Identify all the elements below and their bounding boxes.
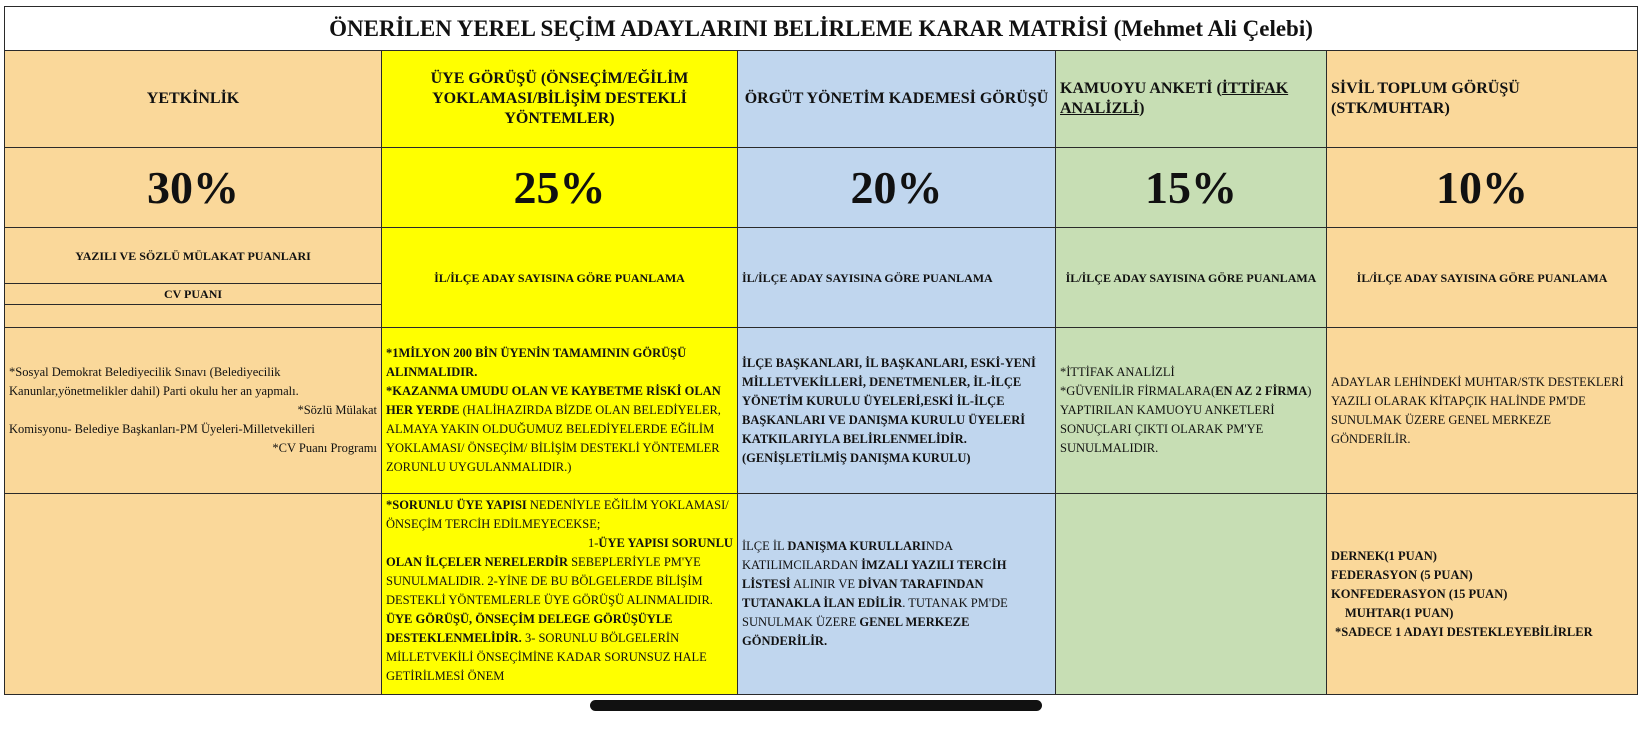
details-kamuoyu-empty xyxy=(1056,494,1327,695)
details-uye-gorusu: *SORUNLU ÜYE YAPISI NEDENİYLE EĞİLİM YOKLAMASI/ÖNSEÇİM TERCİH EDİLMEYECEKSE; 1-ÜYE YAPISI SORUNLU OLAN İLÇELER NERELERDİR SEBEPLERİYLE PM'YE SUNULMALIDIR. 2-YİNE DE BU BÖLGELERDE BİLİŞİM DESTEKLİ YÖNTEMLERLE ÜYE GÖRÜŞÜ ALINMALIDIR. ÜYE GÖRÜŞÜ, ÖNSEÇİM DELEGE GÖRÜŞÜYLE DESTEKLENMELİDİR. 3- SORUNLU BÖLGELERİN MİLLETVEKİLİ ÖNSEÇİMİNE KADAR SORUNSUZ HALE GETİRİLMESİ ÖNEM xyxy=(382,494,738,695)
scoring-written-oral: YAZILI VE SÖZLÜ MÜLAKAT PUANLARI xyxy=(5,228,382,284)
decision-matrix-table xyxy=(4,6,1638,695)
header-row xyxy=(5,51,1638,148)
details-sivil-toplum: DERNEK(1 PUAN) FEDERASYON (5 PUAN) KONFEDERASYON (15 PUAN) MUHTAR(1 PUAN) *SADECE 1 ADAYI DESTEKLEYEBİLİRLER xyxy=(1327,494,1638,695)
percent-row xyxy=(5,148,1638,228)
criteria-kamuoyu-anketi: *İTTİFAK ANALİZLİ *GÜVENİLİR FİRMALARA(EN AZ 2 FİRMA) YAPTIRILAN KAMUOYU ANKETLERİ SONUÇLARI ÇIKTI OLARAK PM'YE SUNULMALIDIR. xyxy=(1056,328,1327,494)
percent-sivil-toplum: 10% xyxy=(1327,148,1638,228)
header-kamuoyu-anketi: KAMUOYU ANKETİ (İTTİFAK ANALİZLİ) xyxy=(1056,51,1327,148)
criteria-uye-gorusu: *1MİLYON 200 BİN ÜYENİN TAMAMININ GÖRÜŞÜ ALINMALIDIR. *KAZANMA UMUDU OLAN VE KAYBETME RİSKİ OLAN HER YERDE (HALİHAZIRDA BİZDE OLAN BELEDİYELER, ALMAYA YAKIN OLDUĞUMUZ BELEDİYELERDE EĞİLİM YOKLAMASI/ ÖNSEÇİM/ BİLİŞİM DESTEKLİ YÖNTEMLER ZORUNLU UYGULANMALIDIR.) xyxy=(382,328,738,494)
scoring-empty-cell xyxy=(5,305,382,328)
percent-orgut-yonetim: 20% xyxy=(738,148,1056,228)
percent-uye-gorusu: 25% xyxy=(382,148,738,228)
details-row xyxy=(5,494,1638,695)
details-yetkinlik-empty xyxy=(5,494,382,695)
details-orgut-yonetim: İLÇE İL DANIŞMA KURULLARINDA KATILIMCILARDAN İMZALI YAZILI TERCİH LİSTESİ ALINIR VE DİVAN TARAFINDAN TUTANAKLA İLAN EDİLİR. TUTANAK PM'DE SUNULMAK ÜZERE GENEL MERKEZE GÖNDERİLİR. xyxy=(738,494,1056,695)
header-sivil-toplum: SİVİL TOPLUM GÖRÜŞÜ (STK/MUHTAR) xyxy=(1327,51,1638,148)
criteria-row xyxy=(5,328,1638,494)
home-indicator-bar[interactable] xyxy=(590,700,1042,711)
percent-yetkinlik: 30% xyxy=(5,148,382,228)
header-yetkinlik: YETKİNLİK xyxy=(5,51,382,148)
decision-matrix-document xyxy=(4,6,1637,695)
criteria-orgut-yonetim: İLÇE BAŞKANLARI, İL BAŞKANLARI, ESKİ-YENİ MİLLETVEKİLLERİ, DENETMENLER, İL-İLÇE YÖNETİM KURULU ÜYELERİ,ESKİ İL-İLÇE BAŞKANLARI VE DANIŞMA KURULU ÜYELERİ KATKILARIYLA BELİRLENMELİDİR. (GENİŞLETİLMİŞ DANIŞMA KURULU) xyxy=(738,328,1056,494)
percent-kamuoyu-anketi: 15% xyxy=(1056,148,1327,228)
criteria-yetkinlik: *Sosyal Demokrat Belediyecilik Sınavı (Belediyecilik Kanunlar,yönetmelikler dahil) Parti okulu her an yapmalı. *Sözlü Mülakat Komisyonu- Belediye Başkanları-PM Üyeleri-Milletvekilleri *CV Puanı Programı xyxy=(5,328,382,494)
criteria-sivil-toplum: ADAYLAR LEHİNDEKİ MUHTAR/STK DESTEKLERİ YAZILI OLARAK KİTAPÇIK HALİNDE PM'DE SUNULMAK ÜZERE GENEL MERKEZE GÖNDERİLİR. xyxy=(1327,328,1638,494)
scoring-kamuoyu: İL/İLÇE ADAY SAYISINA GÖRE PUANLAMA xyxy=(1056,228,1327,328)
header-orgut-yonetim: ÖRGÜT YÖNETİM KADEMESİ GÖRÜŞÜ xyxy=(738,51,1056,148)
scoring-cv: CV PUANI xyxy=(5,284,382,305)
scoring-sivil: İL/İLÇE ADAY SAYISINA GÖRE PUANLAMA xyxy=(1327,228,1638,328)
scoring-orgut: İL/İLÇE ADAY SAYISINA GÖRE PUANLAMA xyxy=(738,228,1056,328)
scoring-uye: İL/İLÇE ADAY SAYISINA GÖRE PUANLAMA xyxy=(382,228,738,328)
document-title: ÖNERİLEN YEREL SEÇİM ADAYLARINI BELİRLEME KARAR MATRİSİ (Mehmet Ali Çelebi) xyxy=(5,7,1638,51)
header-uye-gorusu: ÜYE GÖRÜŞÜ (ÖNSEÇİM/EĞİLİM YOKLAMASI/BİLİŞİM DESTEKLİ YÖNTEMLER) xyxy=(382,51,738,148)
